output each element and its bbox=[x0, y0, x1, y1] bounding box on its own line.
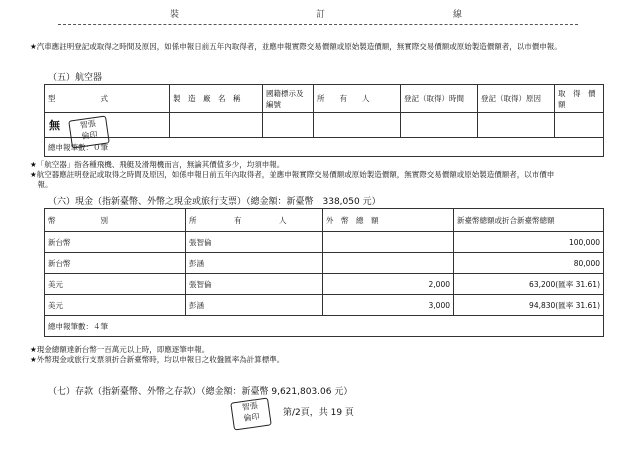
empty-mark: 無 bbox=[49, 119, 60, 132]
note-aircraft-2: ★航空器應註明登記或取得之時間及原因，如係申報日前五年內取得者，並應申報實際交易價額或原始製造價額，無實際交易價額或原始製造價額者，以市價申 bbox=[30, 170, 555, 179]
table-row: 新台幣 彭涵 80,000 bbox=[45, 253, 604, 274]
aircraft-table bbox=[44, 84, 604, 157]
table-row: 美元 彭涵 3,000 94,830(匯率 31.61) bbox=[45, 295, 604, 316]
note-vehicle: ★汽車應註明登記或取得之時間及原因，如係申報日前五年內取得者，並應申報實際交易價額或原始製造價額，無實際交易價額或原始製造價額者，以市價申報。 bbox=[30, 42, 562, 51]
cash-table bbox=[44, 208, 604, 337]
note-aircraft-3: 報。 bbox=[30, 180, 53, 189]
deposit-section-title: （七）存款（指新臺幣、外幣之存款）（總金額：新臺幣 9,621,803.06 元） bbox=[48, 387, 353, 397]
aircraft-total-row bbox=[45, 138, 604, 157]
cash-total-row bbox=[45, 316, 604, 337]
aircraft-col-price: 取 得 價 額 bbox=[555, 85, 604, 113]
table-row: 美元 張智倫 2,000 63,200(匯率 31.61) bbox=[45, 274, 604, 295]
aircraft-col-type: 型 式 bbox=[45, 85, 170, 113]
cash-col-foreign: 外 幣 總 額 bbox=[323, 209, 454, 232]
aircraft-header-row bbox=[45, 85, 604, 113]
seal-stamp: 智張 倫印 bbox=[68, 115, 110, 148]
binding-zhuang: 裝 bbox=[170, 10, 180, 20]
binding-line bbox=[58, 4, 578, 25]
note-aircraft-1: ★「航空器」指各種飛機、飛艇及滑翔機而言，無論其價值多少，均須申報。 bbox=[30, 160, 285, 169]
seal-stamp-footer: 智張 倫印 bbox=[230, 397, 272, 430]
cash-col-owner: 所 有 人 bbox=[186, 209, 323, 232]
aircraft-col-reason: 登記（取得）原因 bbox=[478, 85, 555, 113]
cash-col-ntd: 新臺幣總額或折合新臺幣總額 bbox=[454, 209, 604, 232]
aircraft-col-reg: 國籍標示及編號 bbox=[263, 85, 314, 113]
cash-total: 總申報筆數：４筆 bbox=[45, 316, 604, 337]
cash-header-row bbox=[45, 209, 604, 232]
aircraft-col-maker: 製 造 廠 名 稱 bbox=[170, 85, 263, 113]
cash-section-title: （六）現金（指新臺幣、外幣之現金或旅行支票）（總金額：新臺幣 338,050 元） bbox=[48, 197, 381, 207]
binding-xian: 線 bbox=[453, 10, 463, 20]
note-cash-2: ★外幣現金或旅行支票須折合新臺幣時，均以申報日之收盤匯率為計算標準。 bbox=[30, 355, 285, 364]
aircraft-col-date: 登記（取得）時間 bbox=[401, 85, 478, 113]
note-cash-1: ★現金總額達新台幣一百萬元以上時，即應逐筆申報。 bbox=[30, 345, 210, 354]
aircraft-section-title: （五）航空器 bbox=[48, 73, 103, 83]
binding-ding: 訂 bbox=[316, 10, 326, 20]
aircraft-col-owner: 所 有 人 bbox=[314, 85, 401, 113]
table-row: 新台幣 張智倫 100,000 bbox=[45, 232, 604, 253]
cash-col-currency: 幣 別 bbox=[45, 209, 186, 232]
aircraft-total: 總申報筆數：０筆 bbox=[45, 138, 604, 157]
aircraft-empty-row bbox=[45, 113, 604, 138]
page-number: 第/2頁，共 19 頁 bbox=[283, 408, 354, 418]
